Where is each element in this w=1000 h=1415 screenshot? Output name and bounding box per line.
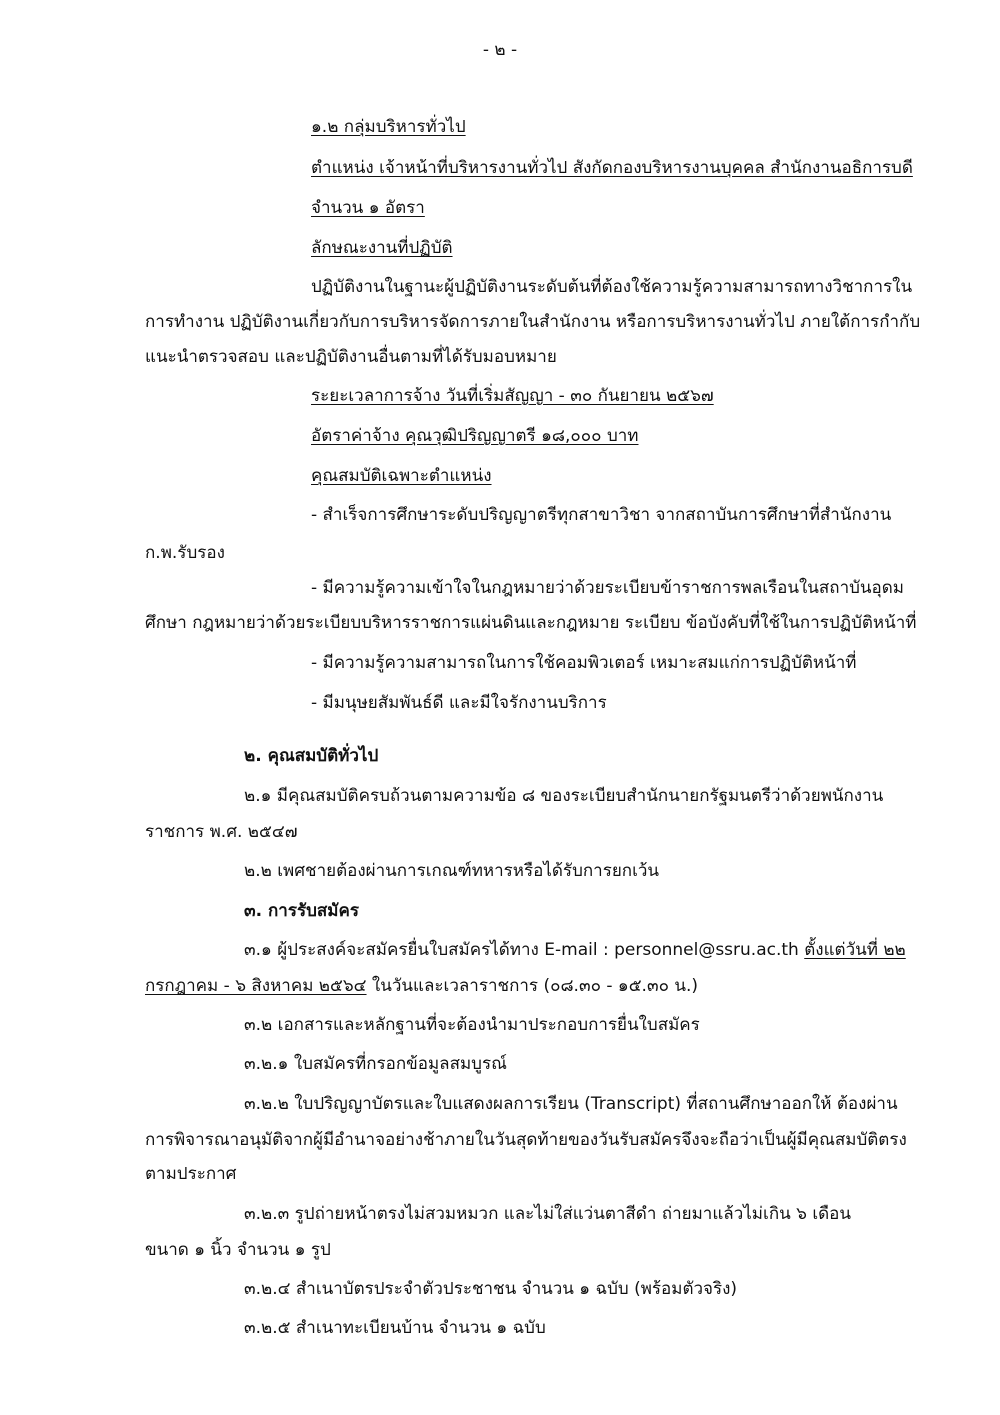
qualification-line: - มีมนุษยสัมพันธ์ดี และมีใจรักงานบริการ (311, 693, 607, 713)
qualification-line: - สำเร็จการศึกษาระดับปริญญาตรีทุกสาขาวิชา จากสถาบันการศึกษาที่สำนักงาน (311, 505, 892, 525)
document-requirement-line: ๓.๒.๔ สำเนาบัตรประจำตัวประชาชน จำนวน ๑ ฉบับ (พร้อมตัวจริง) (244, 1279, 738, 1299)
section-1-2-heading: ๑.๒ กลุ่มบริหารทั่วไป (311, 117, 466, 137)
application-period-line (145, 974, 698, 998)
document-requirement-line: การพิจารณาอนุมัติจากผู้มีอำนาจอย่างช้าภายในวันสุดท้ายของวันรับสมัครจึงจะถือว่าเป็นผู้มีคุณสมบัติตรง (145, 1130, 907, 1150)
document-requirement-line: ขนาด ๑ นิ้ว จำนวน ๑ รูป (145, 1240, 331, 1260)
application-email-text: ๓.๑ ผู้ประสงค์จะสมัครยื่นใบสมัครได้ทาง E-mail : personnel@ssru.ac.th (244, 940, 805, 960)
document-requirement-line: ตามประกาศ (145, 1164, 237, 1184)
section-2-heading: ๒. คุณสมบัติทั่วไป (244, 746, 379, 766)
document-requirement-line: ๓.๒.๑ ใบสมัครที่กรอกข้อมูลสมบูรณ์ (244, 1054, 507, 1074)
count-line: จำนวน ๑ อัตรา (311, 198, 425, 218)
page-number: - ๒ - (482, 40, 518, 60)
qualification-heading: คุณสมบัติเฉพาะตำแหน่ง (311, 466, 492, 486)
document-requirement-line: ๓.๒.๕ สำเนาทะเบียนบ้าน จำนวน ๑ ฉบับ (244, 1318, 546, 1338)
document-requirement-line: ๓.๒ เอกสารและหลักฐานที่จะต้องนำมาประกอบการยื่นใบสมัคร (244, 1015, 700, 1035)
application-email-line (244, 938, 906, 962)
application-start-date: ตั้งแต่วันที่ ๒๒ (804, 940, 906, 960)
employment-period: ระยะเวลาการจ้าง วันที่เริ่มสัญญา - ๓๐ กันยายน ๒๕๖๗ (311, 386, 714, 406)
document-requirement-line: ๓.๒.๒ ใบปริญญาบัตรและใบแสดงผลการเรียน (Transcript) ที่สถานศึกษาออกให้ ต้องผ่าน (244, 1094, 898, 1114)
qualification-line: - มีความรู้ความสามารถในการใช้คอมพิวเตอร์ เหมาะสมแก่การปฏิบัติหน้าที่ (311, 653, 857, 673)
qualification-line: - มีความรู้ความเข้าใจในกฎหมายว่าด้วยระเบียบข้าราชการพลเรือนในสถาบันอุดม (311, 578, 905, 598)
nature-line: การทำงาน ปฏิบัติงานเกี่ยวกับการบริหารจัดการภายในสำนักงาน หรือการบริหารงานทั่วไป ภายใต้การกำกับ (145, 312, 921, 332)
office-hours-text: ในวันและเวลาราชการ (๐๘.๓๐ - ๑๕.๓๐ น.) (366, 976, 699, 996)
application-date-range: กรกฎาคม - ๖ สิงหาคม ๒๕๖๔ (145, 976, 367, 996)
position-line: ตำแหน่ง เจ้าหน้าที่บริหารงานทั่วไป สังกัดกองบริหารงานบุคคล สำนักงานอธิการบดี (311, 158, 913, 178)
general-qualification-line: ๒.๑ มีคุณสมบัติครบถ้วนตามความข้อ ๘ ของระเบียบสำนักนายกรัฐมนตรีว่าด้วยพนักงาน (244, 786, 884, 806)
qualification-line: ศึกษา กฎหมายว่าด้วยระเบียบบริหารราชการแผ่นดินและกฎหมาย ระเบียบ ข้อบังคับที่ใช้ในการปฏิบัติหน้าที่ (145, 613, 917, 633)
qualification-line: ก.พ.รับรอง (145, 543, 225, 563)
nature-line: แนะนำตรวจสอบ และปฏิบัติงานอื่นตามที่ได้รับมอบหมาย (145, 347, 557, 367)
nature-heading: ลักษณะงานที่ปฏิบัติ (311, 238, 453, 258)
general-qualification-line: ราชการ พ.ศ. ๒๕๔๗ (145, 822, 298, 842)
wage-rate: อัตราค่าจ้าง คุณวุฒิปริญญาตรี ๑๘,๐๐๐ บาท (311, 426, 639, 446)
general-qualification-line: ๒.๒ เพศชายต้องผ่านการเกณฑ์ทหารหรือได้รับการยกเว้น (244, 861, 660, 881)
document-requirement-line: ๓.๒.๓ รูปถ่ายหน้าตรงไม่สวมหมวก และไม่ใส่แว่นตาสีดำ ถ่ายมาแล้วไม่เกิน ๖ เดือน (244, 1204, 852, 1224)
nature-line: ปฏิบัติงานในฐานะผู้ปฏิบัติงานระดับต้นที่ต้องใช้ความรู้ความสามารถทางวิชาการใน (311, 277, 913, 297)
section-3-heading: ๓. การรับสมัคร (244, 901, 359, 921)
